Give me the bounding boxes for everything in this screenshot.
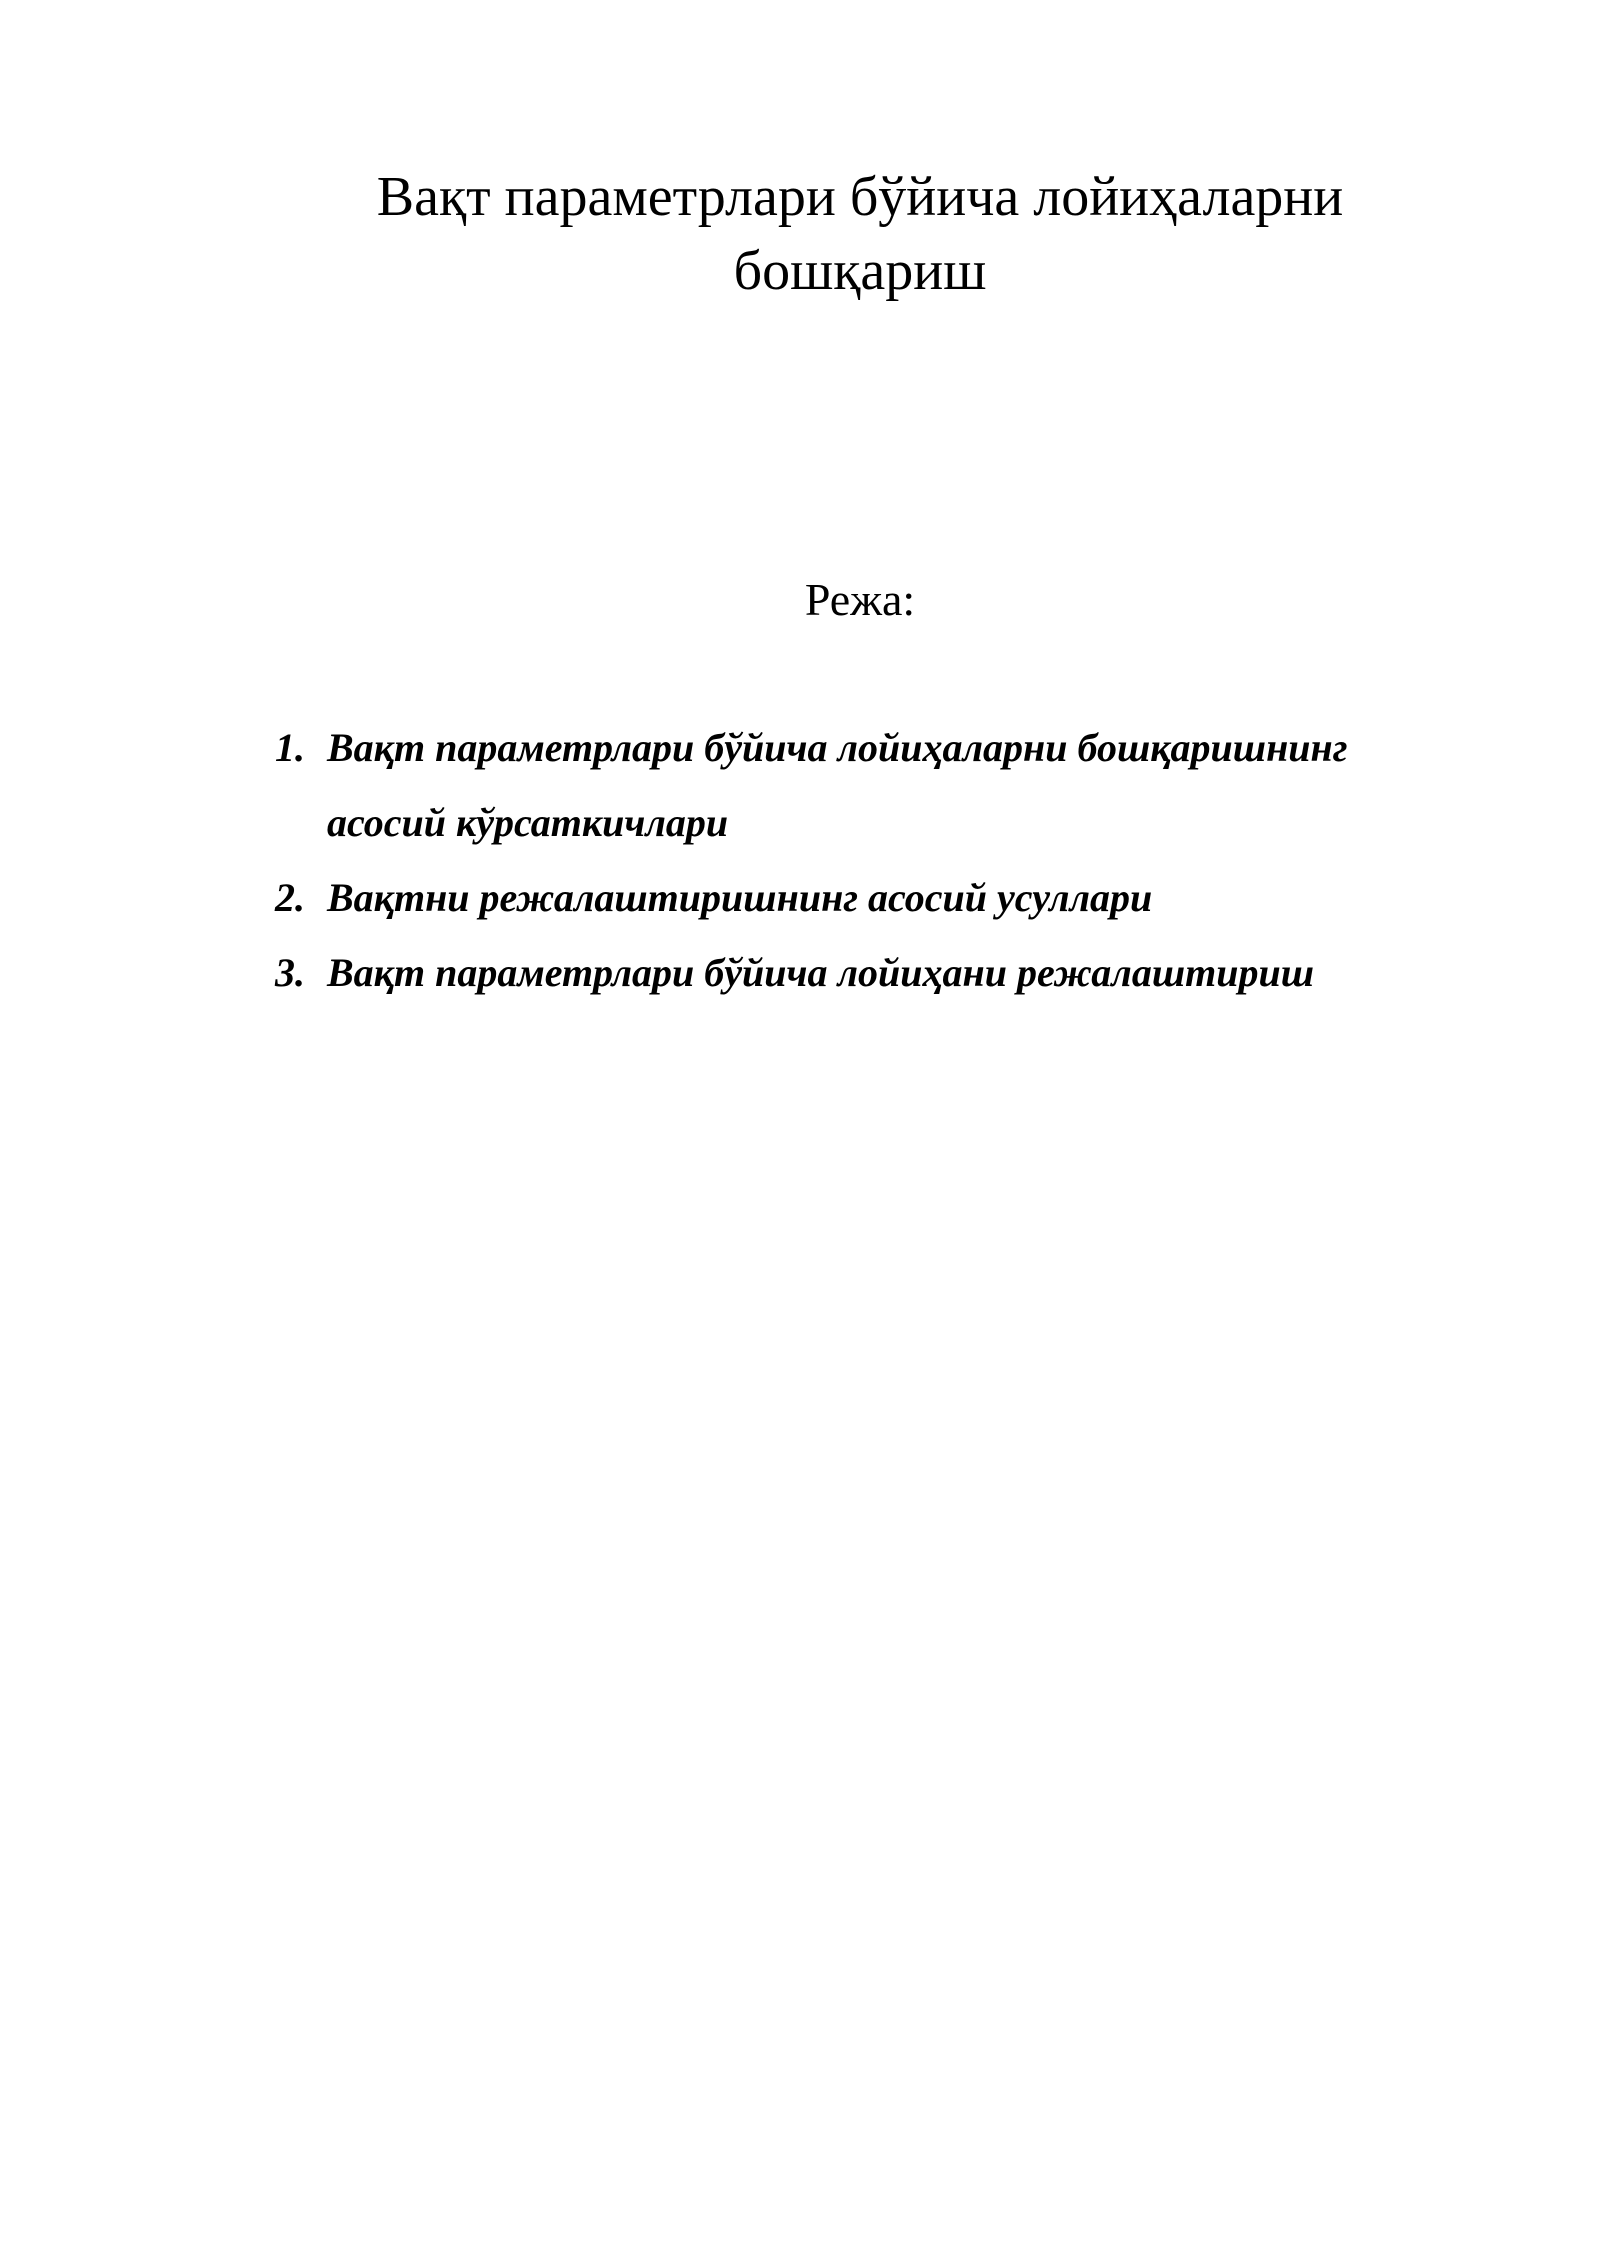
plan-item-1 <box>275 710 1475 860</box>
plan-item-3 <box>275 935 1475 1010</box>
plan-item-text: Вақтни режалаштиришнинг асосий усуллари <box>327 875 1153 920</box>
plan-list <box>275 710 1475 1010</box>
document-title: Вақт параметрлари бўйича лойиҳаларни бошқариш <box>376 166 1344 302</box>
plan-heading: Режа: <box>804 574 916 625</box>
plan-item-2 <box>275 860 1475 935</box>
plan-item-number: 1. <box>275 725 305 770</box>
plan-item-text: Вақт параметрлари бўйича лойиҳаларни бошқаришнинг асосий кўрсаткичлари <box>327 725 1348 845</box>
plan-item-text: Вақт параметрлари бўйича лойиҳани режалаштириш <box>327 950 1315 995</box>
plan-item-number: 3. <box>275 950 305 995</box>
plan-item-number: 2. <box>275 875 305 920</box>
